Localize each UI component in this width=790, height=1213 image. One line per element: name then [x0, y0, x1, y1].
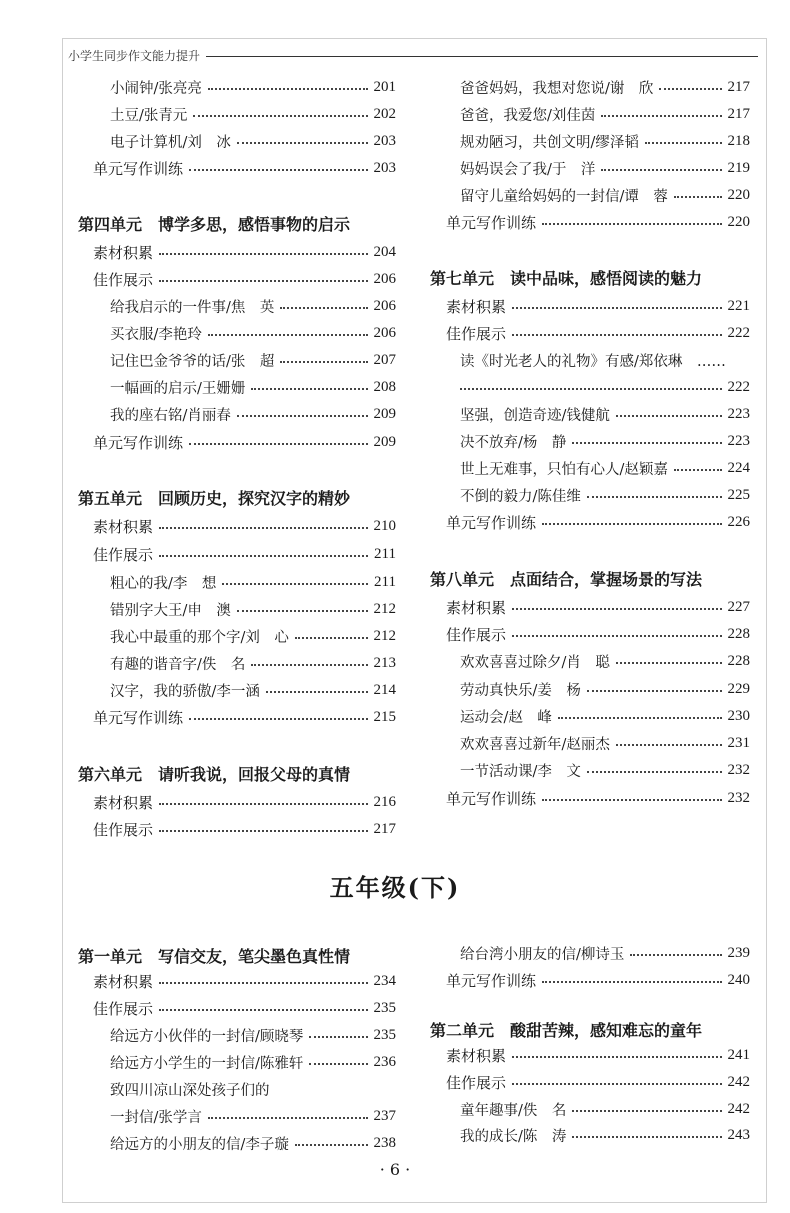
toc-entry[interactable]: 致四川凉山深处孩子们的	[110, 1082, 270, 1099]
toc-entry[interactable]: 一幅画的启示/王姗姗 208	[110, 378, 396, 397]
toc-entry[interactable]: 规劝陋习，共创文明/缪泽韬 218	[460, 132, 750, 151]
toc-entry[interactable]: 错别字大王/申 澳 212	[110, 600, 396, 619]
header-rule	[206, 56, 758, 57]
toc-entry[interactable]: 给远方的小朋友的信/李子璇 238	[110, 1134, 396, 1153]
toc-category[interactable]: 素材积累 216	[93, 793, 396, 812]
toc-entry-continued[interactable]: 一封信/张学言 237	[110, 1107, 396, 1126]
toc-entry[interactable]: 劳动真快乐/姜 杨 229	[460, 680, 750, 699]
toc-category[interactable]: 素材积累 234	[93, 972, 396, 991]
toc-category[interactable]: 素材积累 210	[93, 517, 396, 536]
unit-5-title[interactable]: 第五单元 回顾历史，探究汉字的精妙	[78, 488, 351, 508]
toc-entry[interactable]: 坚强，创造奇迹/钱健航 223	[460, 405, 750, 424]
toc-unit-writing-training[interactable]: 单元写作训练 203	[93, 159, 396, 178]
toc-entry[interactable]: 我心中最重的那个字/刘 心 212	[110, 627, 396, 646]
toc-entry[interactable]: 不倒的毅力/陈佳维 225	[460, 486, 750, 505]
toc-entry[interactable]: 欢欢喜喜过除夕/肖 聪 228	[460, 652, 750, 671]
toc-entry[interactable]: 我的成长/陈 涛 243	[460, 1126, 750, 1145]
unit-1-title[interactable]: 第一单元 写信交友，笔尖墨色真性情	[78, 946, 351, 966]
toc-entry[interactable]: 给远方小学生的一封信/陈雅轩 236	[110, 1053, 396, 1072]
unit-2-title[interactable]: 第二单元 酸甜苦辣，感知难忘的童年	[430, 1020, 703, 1040]
toc-category[interactable]: 佳作展示 211	[93, 545, 396, 564]
toc-unit-writing-training[interactable]: 单元写作训练 232	[446, 789, 750, 808]
toc-entry[interactable]: 爸爸，我爱您/刘佳茵 217	[460, 105, 750, 124]
toc-category[interactable]: 素材积累 204	[93, 243, 396, 262]
toc-entry-continued[interactable]: 222	[460, 374, 750, 400]
toc-category[interactable]: 佳作展示 217	[93, 820, 396, 839]
running-header	[68, 44, 758, 66]
toc-unit-writing-training[interactable]: 单元写作训练 209	[93, 433, 396, 452]
toc-entry[interactable]: 留守儿童给妈妈的一封信/谭 蓉 220	[460, 186, 750, 205]
toc-category[interactable]: 佳作展示 222	[446, 324, 750, 343]
toc-entry[interactable]: 给远方小伙伴的一封信/顾晓琴 235	[110, 1026, 396, 1045]
toc-entry[interactable]: 决不放弃/杨 静 223	[460, 432, 750, 451]
page-number: · 6 ·	[379, 1160, 411, 1179]
toc-entry[interactable]: 欢欢喜喜过新年/赵丽杰 231	[460, 734, 750, 753]
toc-category[interactable]: 佳作展示 206	[93, 270, 396, 289]
toc-unit-writing-training[interactable]: 单元写作训练 215	[93, 708, 396, 727]
toc-entry[interactable]: 世上无难事，只怕有心人/赵颖嘉 224	[460, 459, 750, 478]
toc-entry[interactable]: 电子计算机/刘 冰 203	[110, 132, 396, 151]
toc-category[interactable]: 素材积累 227	[446, 598, 750, 617]
unit-7-title[interactable]: 第七单元 读中品味，感悟阅读的魅力	[430, 268, 703, 288]
unit-6-title[interactable]: 第六单元 请听我说，回报父母的真情	[78, 764, 351, 784]
toc-entry[interactable]: 童年趣事/佚 名 242	[460, 1100, 750, 1119]
toc-entry[interactable]: 读《时光老人的礼物》有感/郑依琳 ……	[460, 353, 726, 370]
toc-entry[interactable]: 小闹钟/张亮亮 201	[110, 78, 396, 97]
toc-unit-writing-training[interactable]: 单元写作训练 240	[446, 971, 750, 990]
toc-entry[interactable]: 给我启示的一件事/焦 英 206	[110, 297, 396, 316]
toc-category[interactable]: 素材积累 221	[446, 297, 750, 316]
book-title: 小学生同步作文能力提升	[68, 48, 201, 63]
toc-category[interactable]: 素材积累 241	[446, 1046, 750, 1065]
toc-entry[interactable]: 有趣的谐音字/佚 名 213	[110, 654, 396, 673]
toc-entry[interactable]: 买衣服/李艳玲 206	[110, 324, 396, 343]
toc-category[interactable]: 佳作展示 242	[446, 1073, 750, 1092]
toc-unit-writing-training[interactable]: 单元写作训练 220	[446, 213, 750, 232]
toc-category[interactable]: 佳作展示 235	[93, 999, 396, 1018]
toc-entry[interactable]: 记住巴金爷爷的话/张 超 207	[110, 351, 396, 370]
toc-entry[interactable]: 运动会/赵 峰 230	[460, 707, 750, 726]
unit-4-title[interactable]: 第四单元 博学多思，感悟事物的启示	[78, 214, 351, 234]
toc-entry[interactable]: 粗心的我/李 想 211	[110, 573, 396, 592]
toc-entry[interactable]: 汉字，我的骄傲/李一涵 214	[110, 681, 396, 700]
toc-unit-writing-training[interactable]: 单元写作训练 226	[446, 513, 750, 532]
toc-entry[interactable]: 给台湾小朋友的信/柳诗玉 239	[460, 944, 750, 963]
toc-entry[interactable]: 一节活动课/李 文 232	[460, 761, 750, 780]
grade-heading: 五年级(下)	[329, 873, 461, 902]
toc-entry[interactable]: 爸爸妈妈，我想对您说/谢 欣 217	[460, 78, 750, 97]
toc-entry[interactable]: 妈妈误会了我/于 洋 219	[460, 159, 750, 178]
toc-entry[interactable]: 我的座右铭/肖丽春 209	[110, 405, 396, 424]
unit-8-title[interactable]: 第八单元 点面结合，掌握场景的写法	[430, 569, 703, 589]
toc-entry[interactable]: 土豆/张青元 202	[110, 105, 396, 124]
toc-category[interactable]: 佳作展示 228	[446, 625, 750, 644]
